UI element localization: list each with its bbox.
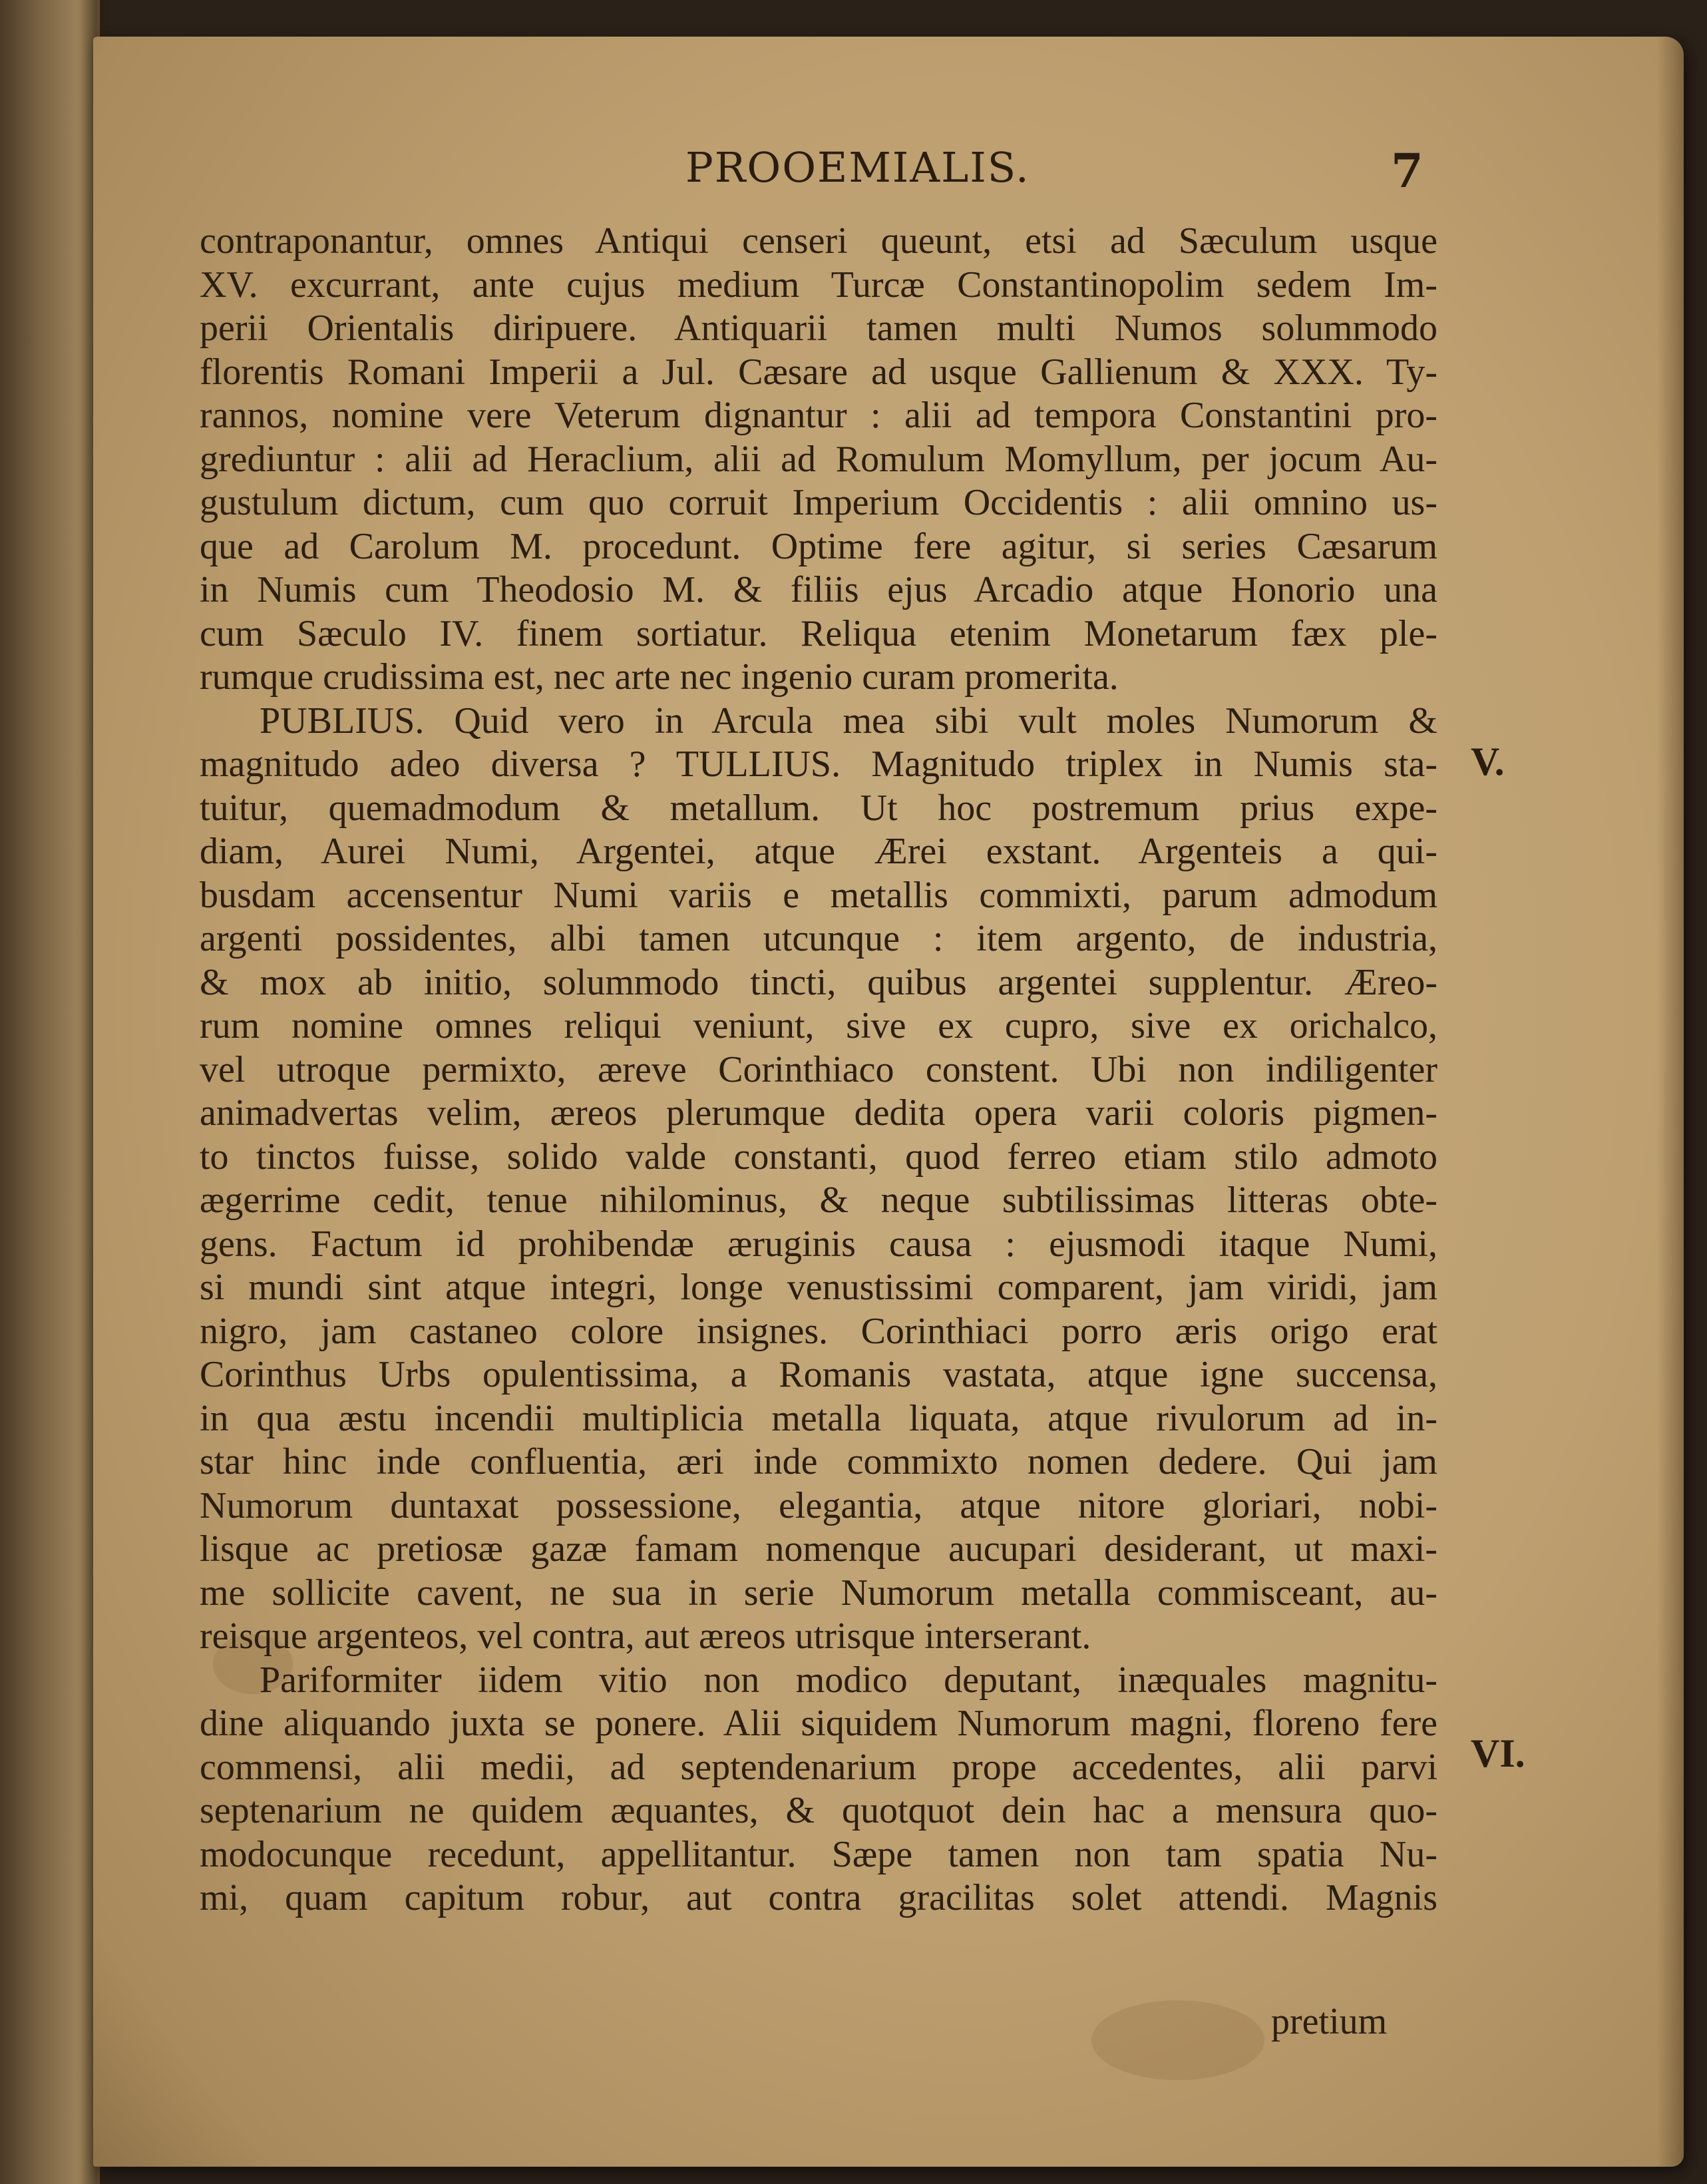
- text-line: nigro, jam castaneo colore insignes. Corinthiaci porro æris origo erat: [200, 1310, 1437, 1352]
- text-line: rumque crudissima est, nec arte nec ingenio curam promerita.: [200, 656, 1119, 698]
- text-line: lisque ac pretiosæ gazæ famam nomenque aucupari desiderant, ut maxi-: [200, 1528, 1437, 1570]
- text-line: florentis Romani Imperii a Jul. Cæsare ad usque Gallienum & XXX. Ty-: [200, 351, 1437, 393]
- text-line: ægerrime cedit, tenue nihilominus, & neque subtilissimas litteras obte-: [200, 1180, 1437, 1221]
- text-line: star hinc inde confluentia, æri inde commixto nomen dedere. Qui jam: [200, 1441, 1437, 1482]
- text-line: Numorum duntaxat possessione, elegantia, atque nitore gloriari, nobi-: [200, 1484, 1437, 1526]
- text-line: PUBLIUS. Quid vero in Arcula mea sibi vult moles Numorum &: [260, 700, 1437, 742]
- text-line: grediuntur : alii ad Heraclium, alii ad Romulum Momyllum, per jocum Au-: [200, 438, 1437, 480]
- text-line: que ad Carolum M. procedunt. Optime fere agitur, si series Cæsarum: [200, 525, 1437, 567]
- catchword: pretium: [1271, 2001, 1388, 2042]
- text-line: argenti possidentes, albi tamen utcunque : item argento, de industria,: [200, 918, 1437, 959]
- text-line: diam, Aurei Numi, Argentei, atque Ærei exstant. Argenteis a qui-: [200, 831, 1437, 872]
- text-line: reisque argenteos, vel contra, aut æreos utrisque interserant.: [200, 1616, 1091, 1657]
- body-text: [200, 220, 1437, 1920]
- text-line: rum nomine omnes reliqui veniunt, sive ex cupro, sive ex orichalco,: [200, 1005, 1437, 1046]
- text-line: animadvertas velim, æreos plerumque dedita opera varii coloris pigmen-: [200, 1092, 1437, 1134]
- text-line: dine aliquando juxta se ponere. Alii siquidem Numorum magni, floreno fere: [200, 1703, 1437, 1744]
- text-line: gustulum dictum, cum quo corruit Imperium Occidentis : alii omnino us-: [200, 482, 1437, 523]
- text-line: modocunque recedunt, appellitantur. Sæpe tamen non tam spatia Nu-: [200, 1833, 1437, 1875]
- paper-stain: [1091, 2000, 1264, 2080]
- text-line: si mundi sint atque integri, longe venustissimi comparent, jam viridi, jam: [200, 1267, 1437, 1308]
- text-line: gens. Factum id prohibendæ æruginis causa : ejusmodi itaque Numi,: [200, 1223, 1437, 1265]
- text-line: rannos, nomine vere Veterum dignantur : alii ad tempora Constantini pro-: [200, 395, 1437, 436]
- text-line: busdam accensentur Numi variis e metallis commixti, parum admodum: [200, 874, 1437, 916]
- text-line: in qua æstu incendii multiplicia metalla liquata, atque rivulorum ad in-: [200, 1397, 1437, 1439]
- text-line: commensi, alii medii, ad septendenarium prope accedentes, alii parvi: [200, 1746, 1437, 1788]
- text-line: contraponantur, omnes Antiqui censeri queunt, etsi ad Sæculum usque: [200, 220, 1437, 262]
- text-line: XV. excurrant, ante cujus medium Turcæ Constantinopolim sedem Im-: [200, 264, 1437, 306]
- page-number: 7: [1391, 143, 1423, 198]
- text-line: magnitudo adeo diversa ? TULLIUS. Magnitudo triplex in Numis sta-: [200, 744, 1437, 785]
- text-line: mi, quam capitum robur, aut contra gracilitas solet attendi. Magnis: [200, 1877, 1437, 1918]
- text-line: septenarium ne quidem æquantes, & quotquot dein hac a mensura quo-: [200, 1790, 1437, 1831]
- margin-section-number: V.: [1471, 740, 1505, 783]
- text-line: vel utroque permixto, æreve Corinthiaco constent. Ubi non indiligenter: [200, 1048, 1437, 1090]
- text-line: Corinthus Urbs opulentissima, a Romanis vastata, atque igne succensa,: [200, 1354, 1437, 1395]
- text-line: in Numis cum Theodosio M. & filiis ejus Arcadio atque Honorio una: [200, 569, 1437, 610]
- running-head: PROOEMIALIS.: [685, 143, 1030, 192]
- page-edge: [1657, 37, 1684, 2167]
- text-line: perii Orientalis diripuere. Antiquarii tamen multi Numos solummodo: [200, 308, 1437, 349]
- text-line: Pariformiter iidem vitio non modico deputant, inæquales magnitu-: [260, 1659, 1437, 1701]
- text-line: to tinctos fuisse, solido valde constanti, quod ferreo etiam stilo admoto: [200, 1136, 1437, 1178]
- text-line: cum Sæculo IV. finem sortiatur. Reliqua etenim Monetarum fæx ple-: [200, 612, 1437, 654]
- margin-section-number: VI.: [1471, 1731, 1525, 1775]
- text-line: & mox ab initio, solummodo tincti, quibus argentei supplentur. Æreo-: [200, 961, 1437, 1003]
- text-line: tuitur, quemadmodum & metallum. Ut hoc postremum prius expe-: [200, 787, 1437, 829]
- text-line: me sollicite cavent, ne sua in serie Numorum metalla commisceant, au-: [200, 1572, 1437, 1614]
